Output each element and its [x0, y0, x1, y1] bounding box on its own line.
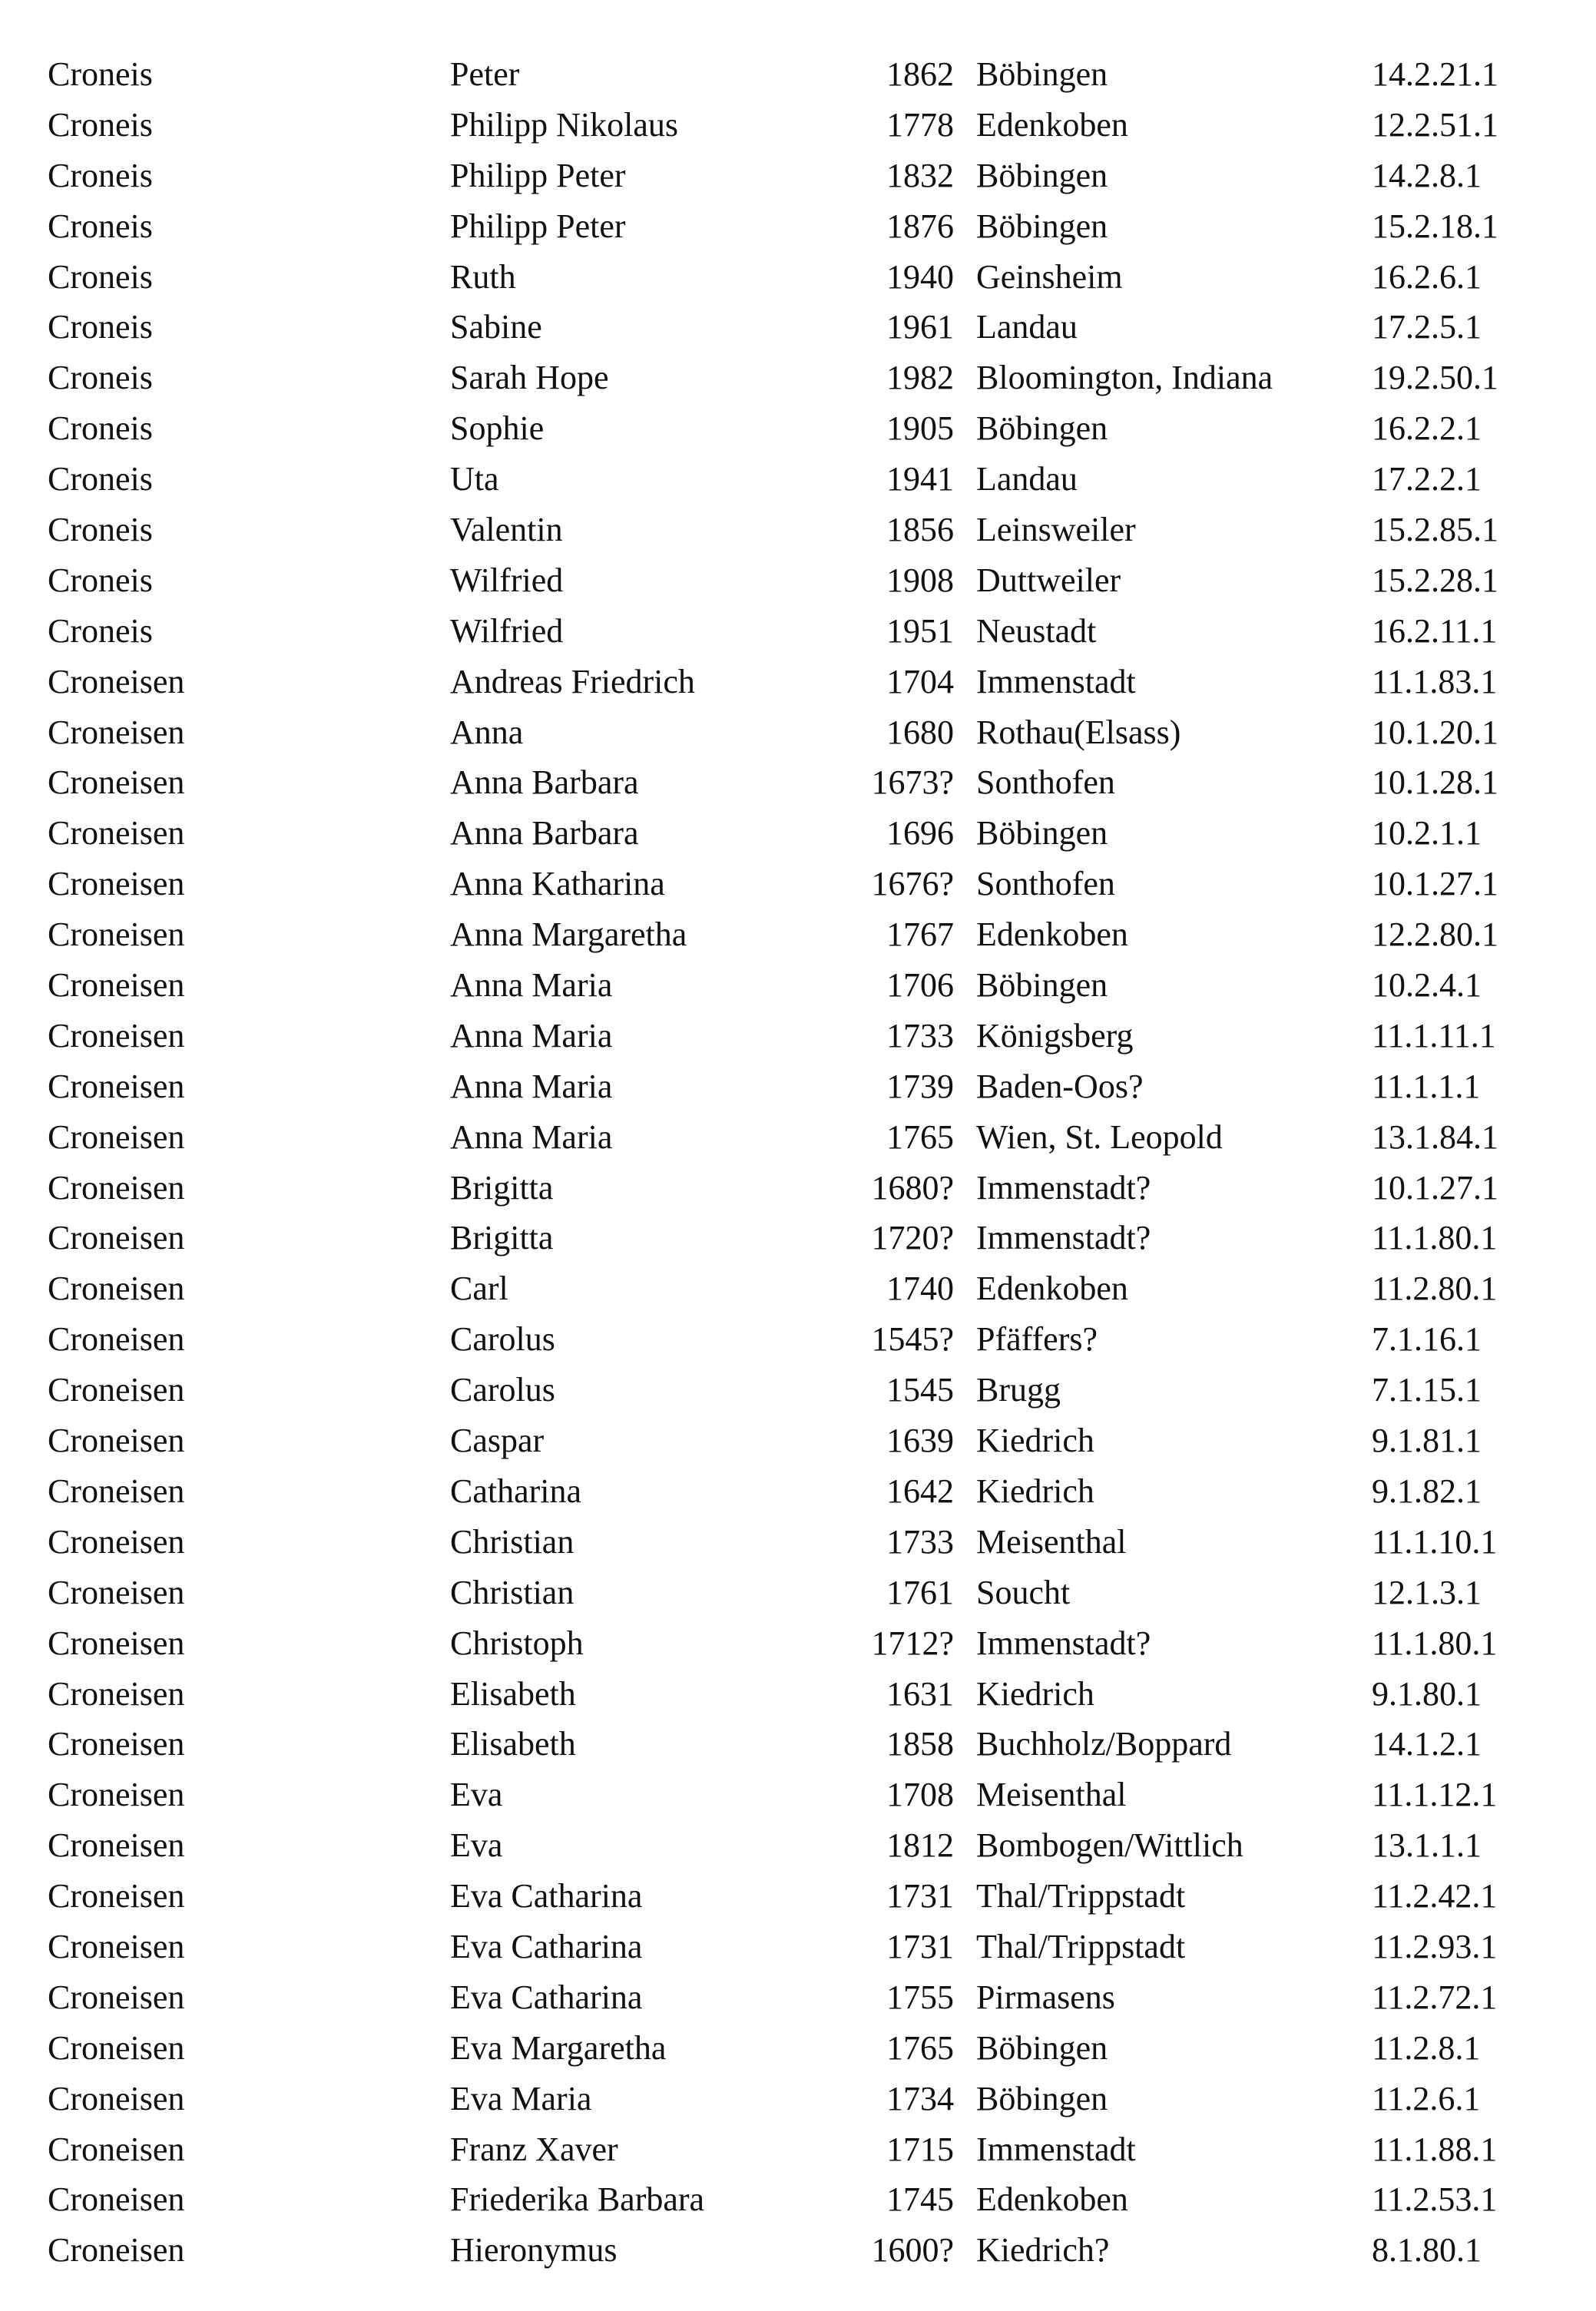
- given-name-cell: Eva: [450, 1776, 503, 1814]
- given-name-cell: Catharina: [450, 1472, 582, 1510]
- reference-cell: 16.2.2.1: [1372, 409, 1482, 448]
- reference-cell: 11.1.11.1: [1372, 1016, 1496, 1055]
- surname-cell: Croneisen: [48, 865, 185, 903]
- surname-cell: Croneisen: [48, 2231, 185, 2270]
- year-cell: 1832: [886, 156, 954, 194]
- place-cell: Buchholz/Boppard: [976, 1725, 1232, 1763]
- reference-cell: 14.2.21.1: [1372, 55, 1498, 93]
- record-row: [48, 1213, 1553, 1263]
- reference-cell: 15.2.28.1: [1372, 561, 1498, 599]
- year-cell: 1941: [886, 460, 954, 498]
- surname-cell: Croneis: [48, 409, 153, 448]
- reference-cell: 8.1.80.1: [1372, 2231, 1482, 2270]
- year-cell: 1755: [886, 1978, 954, 2016]
- given-name-cell: Valentin: [450, 511, 563, 549]
- record-row: [48, 505, 1553, 555]
- surname-cell: Croneis: [48, 308, 153, 346]
- record-row: [48, 555, 1553, 606]
- record-row: [48, 454, 1553, 505]
- surname-cell: Croneisen: [48, 2079, 185, 2117]
- record-row: [48, 1820, 1553, 1871]
- year-cell: 1545?: [871, 1320, 954, 1359]
- record-row: [48, 49, 1553, 100]
- given-name-cell: Carolus: [450, 1371, 555, 1409]
- given-name-cell: Elisabeth: [450, 1725, 576, 1763]
- surname-cell: Croneis: [48, 359, 153, 397]
- year-cell: 1951: [886, 611, 954, 650]
- surname-cell: Croneis: [48, 611, 153, 650]
- surname-cell: Croneisen: [48, 662, 185, 700]
- record-row: [48, 1618, 1553, 1669]
- record-row: [48, 201, 1553, 252]
- surname-cell: Croneisen: [48, 1422, 185, 1460]
- given-name-cell: Christoph: [450, 1624, 584, 1662]
- reference-cell: 16.2.11.1: [1372, 611, 1498, 650]
- record-row: [48, 1263, 1553, 1314]
- given-name-cell: Eva: [450, 1826, 503, 1865]
- record-row: [48, 100, 1553, 151]
- year-cell: 1731: [886, 1927, 954, 1965]
- reference-cell: 11.2.93.1: [1372, 1927, 1498, 1965]
- record-row: [48, 1163, 1553, 1213]
- year-cell: 1676?: [871, 865, 954, 903]
- record-row: [48, 403, 1553, 454]
- place-cell: Geinsheim: [976, 257, 1123, 296]
- given-name-cell: Anna Margaretha: [450, 915, 687, 954]
- year-cell: 1712?: [871, 1624, 954, 1662]
- surname-cell: Croneis: [48, 105, 153, 144]
- surname-cell: Croneisen: [48, 1978, 185, 2016]
- record-row: [48, 1972, 1553, 2023]
- surname-cell: Croneisen: [48, 2180, 185, 2219]
- given-name-cell: Ruth: [450, 257, 516, 296]
- surname-cell: Croneisen: [48, 1573, 185, 1611]
- year-cell: 1720?: [871, 1219, 954, 1257]
- given-name-cell: Eva Catharina: [450, 1877, 643, 1915]
- reference-cell: 11.2.80.1: [1372, 1270, 1498, 1308]
- record-row: [48, 1770, 1553, 1820]
- place-cell: Böbingen: [976, 156, 1108, 194]
- given-name-cell: Christian: [450, 1573, 574, 1611]
- surname-cell: Croneis: [48, 55, 153, 93]
- reference-cell: 11.1.1.1: [1372, 1067, 1481, 1105]
- place-cell: Böbingen: [976, 814, 1108, 853]
- year-cell: 1765: [886, 1117, 954, 1156]
- year-cell: 1733: [886, 1016, 954, 1055]
- surname-cell: Croneisen: [48, 763, 185, 802]
- year-cell: 1745: [886, 2180, 954, 2219]
- reference-cell: 11.1.83.1: [1372, 662, 1498, 700]
- surname-cell: Croneisen: [48, 1725, 185, 1763]
- given-name-cell: Anna Maria: [450, 966, 613, 1005]
- surname-cell: Croneis: [48, 257, 153, 296]
- place-cell: Landau: [976, 460, 1078, 498]
- record-row: [48, 606, 1553, 657]
- reference-cell: 11.1.80.1: [1372, 1624, 1498, 1662]
- given-name-cell: Caspar: [450, 1422, 545, 1460]
- year-cell: 1704: [886, 662, 954, 700]
- place-cell: Kiedrich: [976, 1674, 1094, 1713]
- reference-cell: 10.1.27.1: [1372, 1168, 1498, 1207]
- record-row: [48, 859, 1553, 909]
- surname-cell: Croneisen: [48, 1624, 185, 1662]
- surname-cell: Croneisen: [48, 1219, 185, 1257]
- given-name-cell: Anna Katharina: [450, 865, 665, 903]
- place-cell: Meisenthal: [976, 1776, 1127, 1814]
- place-cell: Thal/Trippstadt: [976, 1877, 1186, 1915]
- reference-cell: 11.2.53.1: [1372, 2180, 1498, 2219]
- record-row: [48, 252, 1553, 303]
- surname-cell: Croneisen: [48, 1067, 185, 1105]
- reference-cell: 10.2.1.1: [1372, 814, 1482, 853]
- record-row: [48, 1922, 1553, 1972]
- reference-cell: 13.1.84.1: [1372, 1117, 1498, 1156]
- reference-cell: 9.1.82.1: [1372, 1472, 1482, 1510]
- place-cell: Böbingen: [976, 55, 1108, 93]
- place-cell: Böbingen: [976, 966, 1108, 1005]
- reference-cell: 10.1.27.1: [1372, 865, 1498, 903]
- given-name-cell: Wilfried: [450, 611, 564, 650]
- place-cell: Edenkoben: [976, 105, 1128, 144]
- given-name-cell: Elisabeth: [450, 1674, 576, 1713]
- year-cell: 1876: [886, 207, 954, 245]
- given-name-cell: Carl: [450, 1270, 508, 1308]
- surname-cell: Croneisen: [48, 1522, 185, 1561]
- year-cell: 1908: [886, 561, 954, 599]
- reference-cell: 12.2.80.1: [1372, 915, 1498, 954]
- given-name-cell: Anna Barbara: [450, 814, 639, 853]
- surname-cell: Croneisen: [48, 1320, 185, 1359]
- reference-cell: 11.2.72.1: [1372, 1978, 1498, 2016]
- year-cell: 1812: [886, 1826, 954, 1865]
- given-name-cell: Philipp Nikolaus: [450, 105, 679, 144]
- place-cell: Böbingen: [976, 2028, 1108, 2067]
- surname-cell: Croneisen: [48, 966, 185, 1005]
- place-cell: Königsberg: [976, 1016, 1134, 1055]
- year-cell: 1673?: [871, 763, 954, 802]
- reference-cell: 11.2.8.1: [1372, 2028, 1481, 2067]
- surname-cell: Croneisen: [48, 1674, 185, 1713]
- year-cell: 1858: [886, 1725, 954, 1763]
- record-row: [48, 707, 1553, 758]
- record-row: [48, 808, 1553, 859]
- given-name-cell: Sabine: [450, 308, 542, 346]
- record-row: [48, 757, 1553, 808]
- record-row: [48, 151, 1553, 201]
- record-row: [48, 2225, 1553, 2276]
- place-cell: Pirmasens: [976, 1978, 1115, 2016]
- given-name-cell: Anna Maria: [450, 1016, 613, 1055]
- record-row: [48, 1871, 1553, 1922]
- given-name-cell: Uta: [450, 460, 499, 498]
- place-cell: Immenstadt?: [976, 1168, 1151, 1207]
- record-row: [48, 2124, 1553, 2175]
- place-cell: Kiedrich: [976, 1422, 1094, 1460]
- year-cell: 1905: [886, 409, 954, 448]
- surname-cell: Croneisen: [48, 1168, 185, 1207]
- record-row: [48, 960, 1553, 1011]
- reference-cell: 13.1.1.1: [1372, 1826, 1482, 1865]
- place-cell: Pfäffers?: [976, 1320, 1098, 1359]
- place-cell: Rothau(Elsass): [976, 713, 1181, 751]
- given-name-cell: Peter: [450, 55, 520, 93]
- year-cell: 1734: [886, 2079, 954, 2117]
- reference-cell: 14.2.8.1: [1372, 156, 1482, 194]
- place-cell: Leinsweiler: [976, 511, 1136, 549]
- surname-cell: Croneis: [48, 156, 153, 194]
- surname-cell: Croneisen: [48, 1927, 185, 1965]
- year-cell: 1639: [886, 1422, 954, 1460]
- surname-cell: Croneis: [48, 460, 153, 498]
- record-row: [48, 1466, 1553, 1517]
- year-cell: 1708: [886, 1776, 954, 1814]
- place-cell: Immenstadt?: [976, 1219, 1151, 1257]
- given-name-cell: Eva Catharina: [450, 1927, 643, 1965]
- reference-cell: 15.2.85.1: [1372, 511, 1498, 549]
- given-name-cell: Brigitta: [450, 1219, 554, 1257]
- reference-cell: 10.2.4.1: [1372, 966, 1482, 1005]
- surname-cell: Croneisen: [48, 1016, 185, 1055]
- reference-cell: 11.2.6.1: [1372, 2079, 1481, 2117]
- place-cell: Immenstadt: [976, 2130, 1136, 2168]
- record-row: [48, 1365, 1553, 1415]
- reference-cell: 11.1.88.1: [1372, 2130, 1498, 2168]
- reference-cell: 19.2.50.1: [1372, 359, 1498, 397]
- given-name-cell: Anna Barbara: [450, 763, 639, 802]
- place-cell: Baden-Oos?: [976, 1067, 1144, 1105]
- place-cell: Soucht: [976, 1573, 1071, 1611]
- place-cell: Immenstadt: [976, 662, 1136, 700]
- year-cell: 1961: [886, 308, 954, 346]
- year-cell: 1631: [886, 1674, 954, 1713]
- surname-cell: Croneisen: [48, 1371, 185, 1409]
- year-cell: 1680?: [871, 1168, 954, 1207]
- record-row: [48, 657, 1553, 707]
- place-cell: Kiedrich: [976, 1472, 1094, 1510]
- place-cell: Bloomington, Indiana: [976, 359, 1273, 397]
- place-cell: Brugg: [976, 1371, 1061, 1409]
- surname-cell: Croneisen: [48, 915, 185, 954]
- place-cell: Edenkoben: [976, 2180, 1128, 2219]
- year-cell: 1856: [886, 511, 954, 549]
- record-row: [48, 2174, 1553, 2225]
- record-row: [48, 1415, 1553, 1466]
- surname-cell: Croneis: [48, 561, 153, 599]
- given-name-cell: Eva Maria: [450, 2079, 592, 2117]
- given-name-cell: Anna: [450, 713, 524, 751]
- reference-cell: 11.1.10.1: [1372, 1522, 1498, 1561]
- place-cell: Immenstadt?: [976, 1624, 1151, 1662]
- reference-cell: 10.1.28.1: [1372, 763, 1498, 802]
- place-cell: Sonthofen: [976, 865, 1115, 903]
- place-cell: Böbingen: [976, 2079, 1108, 2117]
- reference-cell: 15.2.18.1: [1372, 207, 1498, 245]
- place-cell: Duttweiler: [976, 561, 1121, 599]
- place-cell: Meisenthal: [976, 1522, 1127, 1561]
- year-cell: 1600?: [871, 2231, 954, 2270]
- surname-cell: Croneisen: [48, 2130, 185, 2168]
- year-cell: 1862: [886, 55, 954, 93]
- given-name-cell: Philipp Peter: [450, 207, 626, 245]
- reference-cell: 12.1.3.1: [1372, 1573, 1482, 1611]
- given-name-cell: Brigitta: [450, 1168, 554, 1207]
- record-row: [48, 1669, 1553, 1720]
- record-row: [48, 2023, 1553, 2074]
- year-cell: 1740: [886, 1270, 954, 1308]
- record-row: [48, 1011, 1553, 1061]
- reference-cell: 9.1.80.1: [1372, 1674, 1482, 1713]
- record-row: [48, 302, 1553, 353]
- given-name-cell: Wilfried: [450, 561, 564, 599]
- place-cell: Bombogen/Wittlich: [976, 1826, 1243, 1865]
- reference-cell: 14.1.2.1: [1372, 1725, 1482, 1763]
- year-cell: 1765: [886, 2028, 954, 2067]
- place-cell: Böbingen: [976, 409, 1108, 448]
- year-cell: 1706: [886, 966, 954, 1005]
- record-row: [48, 2074, 1553, 2124]
- surname-cell: Croneisen: [48, 1117, 185, 1156]
- surname-cell: Croneisen: [48, 1826, 185, 1865]
- record-row: [48, 909, 1553, 960]
- given-name-cell: Christian: [450, 1522, 574, 1561]
- reference-cell: 12.2.51.1: [1372, 105, 1498, 144]
- year-cell: 1731: [886, 1877, 954, 1915]
- place-cell: Edenkoben: [976, 915, 1128, 954]
- given-name-cell: Hieronymus: [450, 2231, 618, 2270]
- reference-cell: 7.1.16.1: [1372, 1320, 1482, 1359]
- given-name-cell: Anna Maria: [450, 1117, 613, 1156]
- given-name-cell: Sarah Hope: [450, 359, 609, 397]
- surname-cell: Croneisen: [48, 2028, 185, 2067]
- place-cell: Edenkoben: [976, 1270, 1128, 1308]
- year-cell: 1767: [886, 915, 954, 954]
- surname-cell: Croneis: [48, 207, 153, 245]
- record-row: [48, 1314, 1553, 1365]
- given-name-cell: Eva Catharina: [450, 1978, 643, 2016]
- given-name-cell: Eva Margaretha: [450, 2028, 667, 2067]
- place-cell: Sonthofen: [976, 763, 1115, 802]
- place-cell: Neustadt: [976, 611, 1097, 650]
- reference-cell: 7.1.15.1: [1372, 1371, 1482, 1409]
- reference-cell: 11.1.80.1: [1372, 1219, 1498, 1257]
- reference-cell: 16.2.6.1: [1372, 257, 1482, 296]
- record-row: [48, 1568, 1553, 1618]
- reference-cell: 11.1.12.1: [1372, 1776, 1498, 1814]
- given-name-cell: Friederika Barbara: [450, 2180, 705, 2219]
- given-name-cell: Carolus: [450, 1320, 555, 1359]
- record-row: [48, 1517, 1553, 1568]
- surname-cell: Croneisen: [48, 1776, 185, 1814]
- place-cell: Kiedrich?: [976, 2231, 1110, 2270]
- year-cell: 1982: [886, 359, 954, 397]
- place-cell: Böbingen: [976, 207, 1108, 245]
- given-name-cell: Andreas Friedrich: [450, 662, 695, 700]
- surname-cell: Croneisen: [48, 814, 185, 853]
- place-cell: Wien, St. Leopold: [976, 1117, 1223, 1156]
- given-name-cell: Philipp Peter: [450, 156, 626, 194]
- surname-cell: Croneisen: [48, 1270, 185, 1308]
- record-row: [48, 1112, 1553, 1163]
- year-cell: 1940: [886, 257, 954, 296]
- given-name-cell: Franz Xaver: [450, 2130, 618, 2168]
- record-row: [48, 353, 1553, 403]
- reference-cell: 9.1.81.1: [1372, 1422, 1482, 1460]
- year-cell: 1739: [886, 1067, 954, 1105]
- year-cell: 1545: [886, 1371, 954, 1409]
- year-cell: 1696: [886, 814, 954, 853]
- record-row: [48, 1061, 1553, 1112]
- given-name-cell: Anna Maria: [450, 1067, 613, 1105]
- year-cell: 1680: [886, 713, 954, 751]
- place-cell: Thal/Trippstadt: [976, 1927, 1186, 1965]
- given-name-cell: Sophie: [450, 409, 545, 448]
- surname-cell: Croneis: [48, 511, 153, 549]
- surname-cell: Croneisen: [48, 1472, 185, 1510]
- year-cell: 1733: [886, 1522, 954, 1561]
- surname-cell: Croneisen: [48, 1877, 185, 1915]
- year-cell: 1778: [886, 105, 954, 144]
- record-row: [48, 1719, 1553, 1770]
- surname-cell: Croneisen: [48, 713, 185, 751]
- reference-cell: 17.2.5.1: [1372, 308, 1482, 346]
- year-cell: 1761: [886, 1573, 954, 1611]
- records-table: [48, 49, 1553, 2276]
- reference-cell: 11.2.42.1: [1372, 1877, 1498, 1915]
- reference-cell: 10.1.20.1: [1372, 713, 1498, 751]
- reference-cell: 17.2.2.1: [1372, 460, 1482, 498]
- year-cell: 1715: [886, 2130, 954, 2168]
- year-cell: 1642: [886, 1472, 954, 1510]
- place-cell: Landau: [976, 308, 1078, 346]
